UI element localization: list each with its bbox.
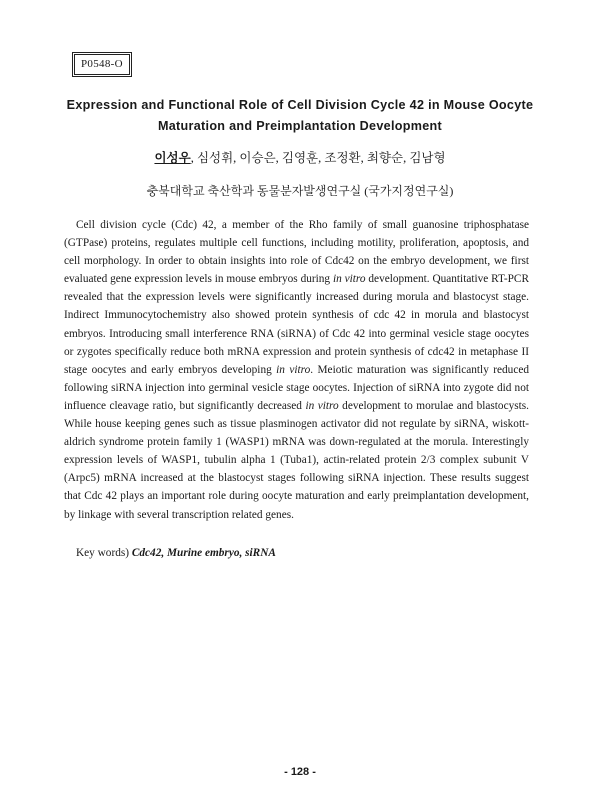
title-line-2: Maturation and Preimplantation Development [157,119,443,133]
abstract-part-2: development. Quantitative RT-PCR revealed that the expression levels were significantly increased during morula and blastocyst stage. Indirect Immunocytochemistry also showed protein synthesis of cdc 42 in morula and blastocyst embryos. Introducing small interference RNA (siRNA) of Cdc 42 into germinal vesicle stage oocytes or zygotes specifically reduce both mRNA expression and protein synthesis of cdc42 in metaphase II stage oocytes and early embryos developing [64,273,529,376]
abstract-body [64,216,529,524]
poster-code: P0548-O [81,58,123,70]
first-author: 이성우 [154,151,191,165]
abstract-part-3: . Meiotic maturation was significantly reduced following siRNA injection into germinal vesicle stage oocytes. Injection of siRNA into zygote did not influence cleavage ratio, but significantly decreased [64,363,530,412]
abstract-italic-3: in vitro [305,399,339,412]
abstract-part-4: development to morulae and blastocysts. While house keeping genes such as tissue plasminogen activator did not regulate by siRNA, wiskott-aldrich syndrome protein family 1 (WASP1) mRNA was down-regulated at the morula. Interestingly expression levels of WASP1, tubulin alpha 1 (Tuba1), actin-related protein 2/3 complex subunit V (Arpc5) mRNA increased at the blastocyst stages following siRNA injection. These results suggest that Cdc 42 plays an important role during oocyte maturation and early preimplantation development, by linkage with several transcription related genes. [64,399,530,521]
keywords-line [76,545,276,561]
keywords-terms: Cdc42, Murine embryo, siRNA [131,547,276,559]
paper-title [40,95,560,137]
abstract-italic-1: in vitro [332,273,366,286]
abstract-italic-2: in vitro [276,363,311,376]
author-list [0,150,600,166]
affiliation: 충북대학교 축산학과 동물분자발생연구실 (국가지정연구실) [146,184,454,198]
poster-code-box [74,54,130,75]
page-number: - 128 - [284,766,316,778]
abstract-part-1: Cell division cycle (Cdc) 42, a member of the Rho family of small guanosine triphosphatase (GTPase) proteins, regulates multiple cell functions, including motility, proliferation, apoptosis, and cell morphology. In order to obtain insights into role of Cdc42 on the embryo development, we first evaluated gene expression levels in mouse embryos during [64,219,529,286]
co-authors: , 심성휘, 이승은, 김영훈, 조정환, 최향순, 김남형 [190,151,446,165]
title-line-1: Expression and Functional Role of Cell Division Cycle 42 in Mouse Oocyte [66,98,534,112]
keywords-label: Key words) [76,547,132,559]
